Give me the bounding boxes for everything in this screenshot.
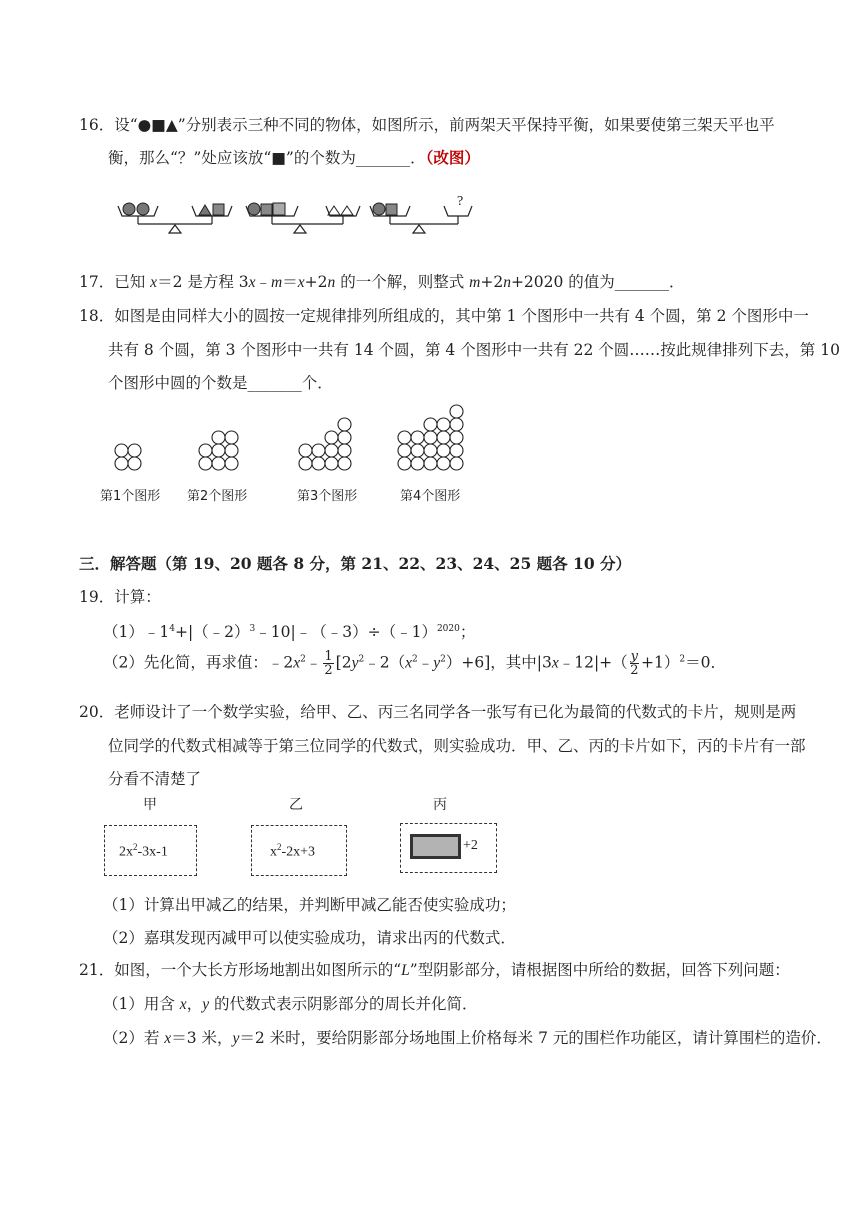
var-x: x	[179, 996, 187, 1013]
pattern-circle	[212, 444, 225, 457]
q19-number: 19．	[79, 588, 115, 606]
q16-modified-tag: （改图）	[425, 148, 480, 167]
pattern-circle	[450, 418, 463, 431]
q17-text: +2	[304, 273, 328, 291]
triangle-object	[328, 206, 340, 215]
pattern-circle	[299, 457, 312, 470]
card-jia	[104, 825, 197, 876]
pattern-circle	[199, 444, 212, 457]
fraction-numerator: 1	[324, 649, 333, 664]
q19-p2-text: （2）先化简，再求值：﹣2	[103, 653, 294, 672]
pattern-circle	[115, 457, 128, 470]
var-x: x	[164, 1030, 172, 1047]
q21-p2-text: ＝2 米时，要给阴影部分场地围上价格每米 7 元的围栏作功能区，请计算围栏的造价．	[239, 1029, 832, 1047]
var-m: m	[469, 274, 481, 291]
pattern-circle	[437, 431, 450, 444]
card-yi	[251, 825, 347, 876]
q21-p1-text: （1）用含	[103, 995, 180, 1013]
card-bing-title: 丙	[433, 797, 447, 813]
pattern-circle	[325, 444, 338, 457]
exponent: 2	[358, 654, 365, 665]
q19-part1	[103, 620, 475, 642]
exponent: 2	[133, 842, 138, 852]
q19-p1-text: （1）﹣1	[103, 623, 170, 641]
q20-line1	[79, 700, 796, 722]
pattern-circle	[398, 444, 411, 457]
q19-p2-text: ﹣2（	[364, 653, 406, 672]
q17-text: ＝	[282, 273, 298, 291]
card-bing-expression: +2	[463, 838, 478, 853]
pattern-circle	[128, 457, 141, 470]
var-m: m	[271, 274, 283, 291]
exponent: 2	[440, 654, 446, 665]
q18-text-1: 如图是由同样大小的圆按一定规律排列所组成的，其中第 1 个图形中一共有 4 个圆，第 2 个图形中一	[114, 307, 809, 325]
q19-p2-text: ＝0．	[685, 653, 726, 672]
exponent: 4	[169, 623, 175, 634]
pattern-circle	[128, 444, 141, 457]
q17-text: +2020 的值为_______．	[510, 273, 685, 291]
var-x: x	[551, 654, 559, 672]
pattern-circle	[411, 444, 424, 457]
pattern-circle	[424, 457, 437, 470]
var-y: y	[202, 996, 210, 1013]
var-L: L	[401, 962, 410, 979]
pattern-circle	[338, 431, 351, 444]
square-object	[386, 204, 397, 215]
q17-text: 已知	[114, 273, 151, 291]
pattern-circle	[225, 457, 238, 470]
q20-text-1: 老师设计了一个数学实验，给甲、乙、丙三名同学各一张写有已化为最简的代数式的卡片，规则是两	[114, 703, 797, 721]
pattern-label-3: 第3个图形	[297, 489, 358, 504]
q19-intro	[79, 585, 161, 607]
q19-p2-text: ）+6]，其中|3	[445, 653, 552, 672]
pattern-circle	[437, 457, 450, 470]
pattern-circle	[424, 431, 437, 444]
q19-p2-text: [2	[335, 653, 352, 672]
pattern-circle	[312, 457, 325, 470]
square-object	[213, 204, 224, 215]
pattern-circle	[199, 457, 212, 470]
pattern-circle	[325, 431, 338, 444]
q20-text-3: 分看不清楚了	[108, 770, 202, 788]
circle-pattern-figure	[95, 400, 485, 480]
card-jia-title: 甲	[143, 797, 157, 813]
var-n: n	[503, 274, 511, 291]
pattern-circle	[450, 431, 463, 444]
pattern-circle	[299, 444, 312, 457]
q18-text-2: 共有 8 个圆，第 3 个图形中一共有 14 个圆，第 4 个图形中一共有 22 个圆……按此规律排列下去，第 10	[108, 341, 840, 359]
exponent: 2	[411, 654, 418, 665]
square-object	[261, 204, 272, 215]
card-jia-expression	[119, 842, 168, 861]
expr-part: x	[270, 844, 277, 860]
q16-line1	[79, 113, 775, 135]
q17-number: 17．	[79, 273, 115, 291]
pattern-circle	[411, 457, 424, 470]
q19-part2	[103, 650, 726, 677]
expr-part: -3x-1	[137, 844, 168, 860]
q20-number: 20．	[79, 703, 115, 721]
pattern-circle	[225, 431, 238, 444]
var-x: x	[150, 274, 158, 291]
pattern-label-4: 第4个图形	[400, 489, 461, 504]
exponent: 3	[249, 623, 256, 634]
q17-text: 的一个解，则整式	[335, 273, 470, 291]
q21-line1	[79, 958, 790, 980]
q20-part1: （1）计算出甲减乙的结果，并判断甲减乙能否使实验成功；	[103, 896, 516, 914]
q21-p2-text: ＝3 米，	[171, 1029, 233, 1047]
pattern-circle	[212, 431, 225, 444]
card-bing	[400, 823, 497, 873]
pattern-circle	[212, 457, 225, 470]
var-x: x	[293, 654, 301, 672]
fraction-denominator: 2	[630, 663, 639, 678]
q16-line2	[108, 146, 480, 168]
pattern-circle	[437, 444, 450, 457]
pattern-circle	[424, 418, 437, 431]
q17-line	[79, 270, 685, 292]
var-x: x	[405, 654, 412, 672]
unknown-question-mark: ?	[457, 194, 464, 209]
triangle-object	[199, 205, 211, 215]
q16-text-1: 设“●■▲”分别表示三种不同的物体，如图所示，前两架天平保持平衡，如果要使第三架天平也平	[114, 116, 775, 134]
q18-number: 18．	[79, 307, 115, 325]
pattern-circle	[338, 418, 351, 431]
q21-number: 21．	[79, 961, 115, 979]
q16-blank: _______．	[355, 149, 426, 167]
fraction-numerator: y	[630, 649, 639, 664]
circle-object	[373, 203, 385, 215]
q21-p1-text: ，	[186, 995, 203, 1013]
q21-text: 如图，一个大长方形场地割出如图所示的“	[114, 961, 402, 979]
pattern-circle	[325, 457, 338, 470]
var-y: y	[351, 654, 359, 672]
q21-p1-text: 的代数式表示阴影部分的周长并化简．	[209, 995, 478, 1013]
pattern-label-2: 第2个图形	[187, 489, 248, 504]
q19-p1-text: +|（﹣2）	[174, 623, 250, 641]
q19-p2-text: ﹣12|+（	[558, 653, 628, 672]
pattern-circle	[225, 444, 238, 457]
square-object	[273, 203, 285, 215]
balance-scales-figure	[110, 190, 490, 240]
fraction-one-half	[323, 650, 333, 677]
q19-p2-text: ﹣	[417, 653, 434, 672]
fraction-denominator: 2	[324, 663, 333, 678]
pattern-circle	[115, 444, 128, 457]
card-yi-title: 乙	[289, 797, 303, 813]
q18-text-3: 个图形中圆的个数是_______个．	[108, 374, 333, 392]
circle-object	[248, 203, 260, 215]
q21-part2	[103, 1026, 832, 1048]
var-n: n	[327, 274, 336, 291]
q17-text: ＝2 是方程 3	[157, 273, 249, 291]
var-x: x	[297, 274, 305, 291]
circle-object	[123, 203, 135, 215]
obscured-region	[410, 834, 461, 859]
q20-part2: （2）嘉琪发现丙减甲可以使实验成功，请求出丙的代数式．	[103, 929, 516, 947]
q19-p2-text: ﹣	[305, 653, 322, 672]
exponent: 2	[300, 654, 306, 665]
pattern-circle	[398, 431, 411, 444]
circle-object	[137, 203, 149, 215]
q17-text: +2	[480, 273, 504, 291]
pattern-circle	[450, 405, 463, 418]
pattern-circle	[450, 444, 463, 457]
pattern-circle	[312, 444, 325, 457]
q19-intro-text: 计算：	[114, 588, 161, 606]
q18-line1	[79, 304, 809, 326]
exponent: 2	[679, 654, 686, 665]
q21-part1	[103, 992, 478, 1014]
exponent: 2	[277, 842, 282, 852]
triangle-object	[341, 206, 353, 215]
pattern-label-1: 第1个图形	[100, 489, 161, 504]
pattern-circle	[338, 444, 351, 457]
q19-p1-text: ﹣10|﹣（﹣3）÷（﹣1）	[255, 623, 437, 641]
var-y: y	[433, 654, 441, 672]
q21-text: ”型阴影部分，请根据图中所给的数据，回答下列问题：	[409, 961, 790, 979]
pattern-circle	[424, 444, 437, 457]
pattern-circle	[411, 431, 424, 444]
var-y: y	[232, 1030, 240, 1047]
section-3-title: 三．解答题（第 19、20 题各 8 分，第 21、22、23、24、25 题各 10 分）	[79, 554, 632, 573]
fraction-y-over-2	[630, 650, 639, 677]
pattern-circle	[450, 457, 463, 470]
var-x: x	[248, 274, 256, 291]
exponent: 2020	[436, 623, 460, 634]
q17-text: ﹣	[255, 273, 272, 291]
expr-part: 2x	[119, 844, 133, 860]
expr-part: -2x+3	[281, 844, 316, 860]
q16-number: 16．	[79, 116, 115, 134]
pattern-circle	[338, 457, 351, 470]
q19-p1-text: ；	[459, 623, 476, 641]
pattern-circle	[437, 418, 450, 431]
q16-text-2: 衡，那么“？”处应该放“■”的个数为	[108, 149, 356, 167]
pattern-circle	[398, 457, 411, 470]
card-yi-expression	[270, 842, 315, 861]
q21-p2-text: （2）若	[103, 1029, 165, 1047]
q20-text-2: 位同学的代数式相减等于第三位同学的代数式，则实验成功．甲、乙、丙的卡片如下，丙的卡片有一部	[108, 737, 806, 755]
q19-p2-text: +1）	[641, 653, 680, 672]
